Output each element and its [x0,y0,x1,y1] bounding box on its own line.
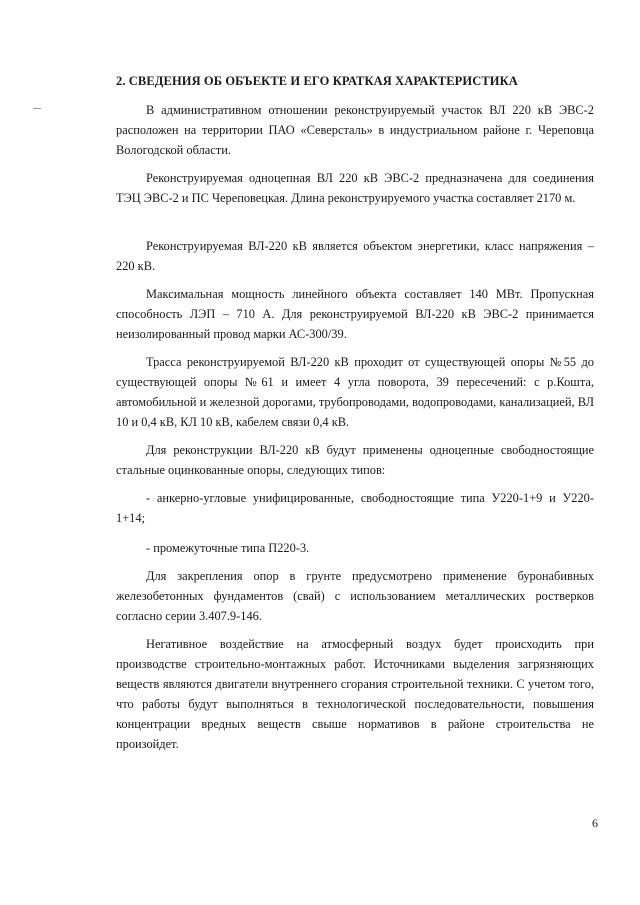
paragraph-route: Трасса реконструируемой ВЛ-220 кВ проходит от существующей опоры №55 до существующей опоры №61 и имеет 4 угла поворота, 39 пересечений: с р.Кошта, автомобильной и железной дорогами, трубопроводами, водопроводами, канализацией, ВЛ 10 и 0,4 кВ, КЛ 10 кВ, кабелем связи 0,4 кВ. [116,355,594,429]
page-number: 6 [592,816,598,830]
paragraph-voltage-class: Реконструируемая ВЛ-220 кВ является объектом энергетики, класс напряжения – 220 кВ. [116,239,594,273]
paragraph-capacity: Максимальная мощность линейного объекта составляет 140 МВт. Пропускная способность ЛЭП – 710 А. Для реконструируемой ВЛ-220 кВ ЭВС-2 принимается неизолированный провод марки АС-300/39. [116,287,594,341]
paragraph-air-impact: Негативное воздействие на атмосферный воздух будет происходить при производстве строительно-монтажных работ. Источниками выделения загрязняющих веществ являются двигатели внутреннего сгорания строительной техники. С учетом того, что работы будут выполняться в технологической последовательности, повышения концентрации вредных веществ свыше нормативов в районе строительства не произойдет. [116,637,594,751]
list-item-anchor-supports: - анкерно-угловые унифицированные, свободностоящие типа У220-1+9 и У220-1+14; [116,491,594,525]
paragraph-supports: Для реконструкции ВЛ-220 кВ будут применены одноцепные свободностоящие стальные оцинкованные опоры, следующих типов: [116,443,594,477]
paragraph-foundations: Для закрепления опор в грунте предусмотрено применение буронабивных железобетонных фундаментов (свай) с использованием металлических ростверков согласно серии 3.407.9-146. [116,569,594,623]
section-heading: 2. СВЕДЕНИЯ ОБ ОБЪЕКТЕ И ЕГО КРАТКАЯ ХАРАКТЕРИСТИКА [116,74,518,88]
paragraph-location: В административном отношении реконструируемый участок ВЛ 220 кВ ЭВС-2 расположен на территории ПАО «Северсталь» в индустриальном районе г. Череповца Вологодской области. [116,103,594,157]
list-item-intermediate-supports: - промежуточные типа П220-3. [146,541,310,555]
paragraph-line-purpose: Реконструируемая одноцепная ВЛ 220 кВ ЭВС-2 предназначена для соединения ТЭЦ ЭВС-2 и ПС Череповецкая. Длина реконструируемого участка составляет 2170 м. [116,171,594,205]
margin-mark [33,108,41,109]
